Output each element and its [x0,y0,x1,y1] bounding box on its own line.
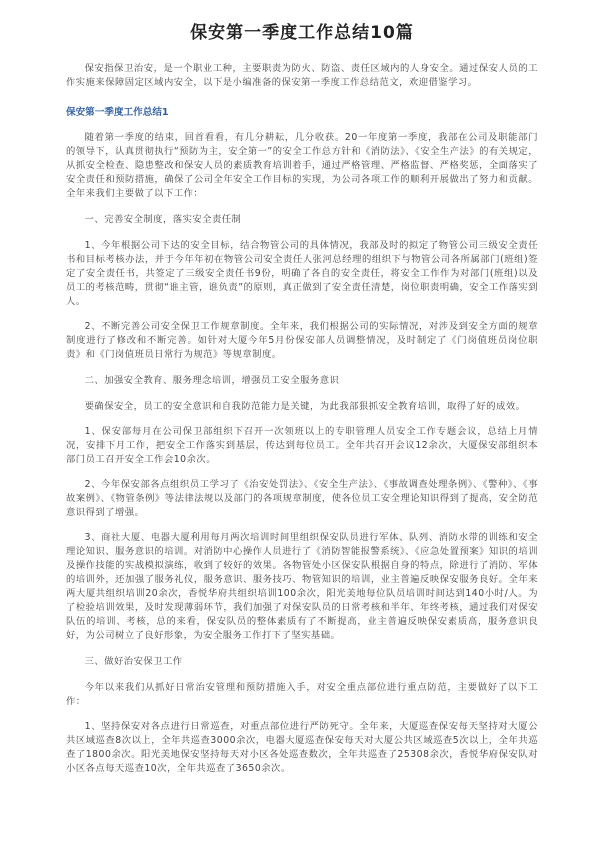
paragraph-patrol: 1、坚持保安对各点进行日常巡查，对重点部位进行严防死守。全年来，大厦巡查保安每天坚持对大厦公共区域巡查8次以上，全年共巡查3000余次，电器大厦巡查保安每天对大厦公共区域巡查5次以上，全年共巡查了1800余次。阳光美地保安坚持每天对小区各处巡查数次，全年共巡查了25308余次，香悦华府保安队对小区各点每天巡查10次，全年共巡查了3650余次。 [66,721,538,774]
paragraph-law-study: 2、今年保安部各点组织员工学习了《治安处罚法》、《安全生产法》、《事故调查处理条例》、《警种》、《事故案例》、《物管条例》等法律法规以及部门的各项规章制度，使各位员工安全理论知识得到了提高，安全防范意识得到了增强。 [66,479,538,518]
section-heading-2: 二、加强安全教育、服务理念培训，增强员工安全服务意识 [84,375,340,386]
paragraph-education-intro: 要确保安全，员工的安全意识和自我防范能力是关键，为此我部狠抓安全教育培训，取得了好的成效。 [84,401,526,412]
paragraph-regulations: 2、不断完善公司安全保卫工作规章制度。全年来，我们根据公司的实际情况，对涉及到安全方面的规章制度进行了修改和不断完善。如针对大厦今年5月份保安部人员调整情况，及时制定了《门岗值班员岗位职责》和《门岗值班员日常行为规范》等规章制度。 [66,321,538,360]
paragraph-meetings: 1、保安部每月在公司保卫部组织下召开一次领班以上的专职管理人员安全工作专题会议，总结上月情况，安排下月工作，把安全工作落实到基层，传达到每位员工。全年共召开会议12余次，大厦保安部组织本部门员工召开安全工作会10余次。 [66,426,538,465]
article-heading: 保安第一季度工作总结1 [66,107,169,118]
paragraph-responsibility: 1、今年根据公司下达的安全目标，结合物管公司的具体情况，我部及时的拟定了物管公司三级安全责任书和目标考核办法，并于今年年初在物管公司安全责任人张河总经理的组织下与物管公司各所属部门(班组)签定了安全责任书，共签定了三级安全责任书9份，明确了各自的安全责任，将安全工作作为对部门(班组)以及员工的考核范畴，贯彻“谁主管，谁负责”的原则，真正做到了安全责任清楚，岗位职责明确，安全工作落实到人。 [66,240,538,307]
intro-paragraph: 保安指保卫治安，是一个职业工种，主要职责为防火、防盗、责任区域内的人身安全。通过保安人员的工作实施来保障固定区域内安全，以下是小编准备的保安第一季度工作总结范文，欢迎借鉴学习。 [66,63,538,88]
section-heading-3: 三、做好治安保卫工作 [84,656,183,667]
paragraph-training: 3、商社大厦、电器大厦利用每月两次培训时间里组织保安队员进行军体、队列、消防水带的训练和安全理论知识、服务意识的培训。对消防中心操作人员进行了《消防智能报警系统》、《应急处置预案》知识的培训及操作技能的实战模拟演练，收到了较好的效果。各物管处小区保安队根据自身的特点，除进行了消防、军体的培训外，还加强了服务礼仪，服务意识、服务技巧、物管知识的培训，业主普遍反映保安服务良好。全年来两大厦共组织培训20余次，香悦华府共组织培训100余次，阳光美地每位队员培训时间达到140小时/人。为了检验培训效果，及时发现薄弱环节，我们加强了对保安队员的日常考核和半年、年终考核，通过我们对保安队伍的培训、考核，总的来看，保安队员的整体素质有了不断提高，业主普遍反映保安素质高，服务意识良好，为公司树立了良好形象，为安全服务工作打下了坚实基础。 [66,532,538,641]
paragraph-opening: 随着第一季度的结束，回首看看，有几分耕耘，几分收获。20一年度第一季度，我部在公司及职能部门的领导下，认真贯彻执行“预防为主，安全第一”的安全工作总方针和《消防法》、《安全生产法》的有关规定，从抓安全检查、隐患整改和保安人员的素质教育培训着手，通过严格管理、严格监督、严格奖惩，全面落实了安全责任和预防措施，确保了公司全年安全工作目标的实现，为公司各项工作的顺利开展做出了努力和贡献。全年来我们主要做了以下工作： [66,132,538,199]
section-heading-1: 一、完善安全制度，落实安全责任制 [84,214,242,225]
paragraph-security-intro: 今年以来我们从抓好日常治安管理和预防措施入手，对安全重点部位进行重点防范，主要做好了以下工作： [66,682,538,707]
page-title: 保安第一季度工作总结10篇 [190,23,414,43]
